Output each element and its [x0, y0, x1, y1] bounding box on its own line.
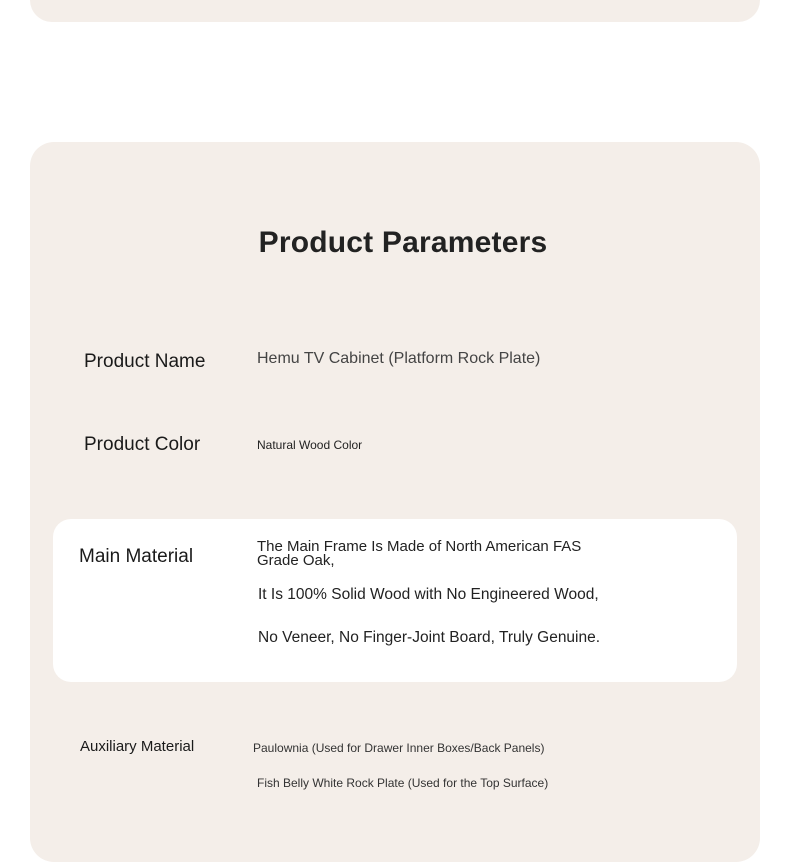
product-color-value: Natural Wood Color — [257, 438, 363, 452]
main-material-line-1: The Main Frame Is Made of North American FAS Grade Oak, — [257, 538, 582, 569]
section-title: Product Parameters — [258, 226, 548, 259]
product-color-label: Product Color — [84, 434, 201, 455]
main-material-line-2: It Is 100% Solid Wood with No Engineered Wood, — [258, 586, 599, 603]
previous-section-card — [30, 0, 760, 22]
product-name-label: Product Name — [84, 351, 206, 372]
auxiliary-material-line-2: Fish Belly White Rock Plate (Used for the Top Surface) — [257, 776, 549, 790]
main-material-label: Main Material — [79, 546, 194, 567]
product-name-value: Hemu TV Cabinet (Platform Rock Plate) — [257, 350, 541, 367]
main-material-line-3: No Veneer, No Finger-Joint Board, Truly Genuine. — [258, 629, 601, 646]
auxiliary-material-label: Auxiliary Material — [80, 738, 195, 755]
auxiliary-material-line-1: Paulownia (Used for Drawer Inner Boxes/Back Panels) — [253, 741, 545, 755]
